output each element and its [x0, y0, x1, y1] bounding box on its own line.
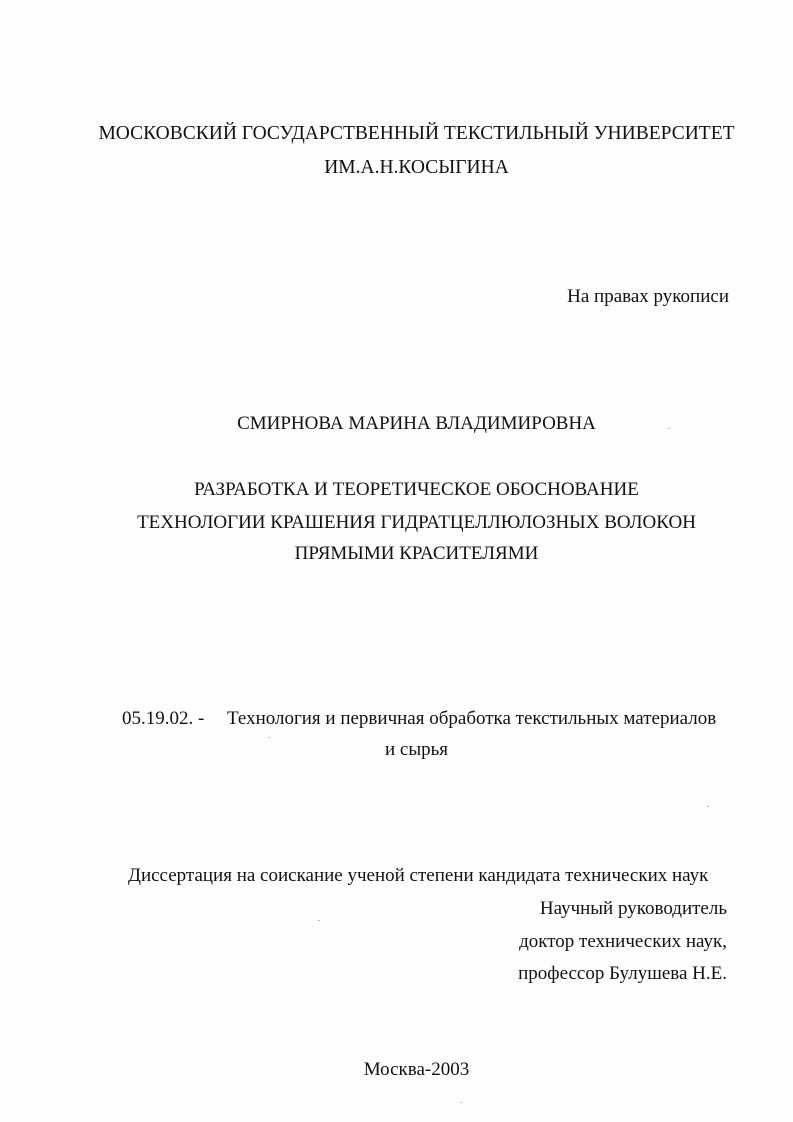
scan-speck	[668, 428, 670, 429]
specialty-name: Технология и первичная обработка текстильных материалов	[227, 708, 717, 729]
place-year: Москва-2003	[363, 1059, 470, 1080]
supervisor-degree: доктор технических наук,	[519, 931, 727, 952]
thesis-title-line2: ТЕХНОЛОГИИ КРАШЕНИЯ ГИДРАТЦЕЛЛЮЛОЗНЫХ ВОЛОКОН	[137, 512, 696, 533]
university-name: МОСКОВСКИЙ ГОСУДАРСТВЕННЫЙ ТЕКСТИЛЬНЫЙ УНИВЕРСИТЕТ	[98, 123, 735, 144]
manuscript-note: На правах рукописи	[567, 286, 729, 307]
scan-speck	[707, 806, 709, 807]
supervisor-name: профессор Булушева Н.Е.	[518, 963, 727, 984]
author-name: СМИРНОВА МАРИНА ВЛАДИМИРОВНА	[237, 413, 596, 434]
scan-speck	[460, 1102, 462, 1103]
university-name-line2: ИМ.А.Н.КОСЫГИНА	[324, 157, 509, 178]
scan-speck	[318, 920, 320, 921]
supervisor-label: Научный руководитель	[539, 898, 727, 919]
scan-speck	[268, 737, 270, 738]
specialty-code: 05.19.02. -	[122, 708, 205, 729]
thesis-title-line3: ПРЯМЫМИ КРАСИТЕЛЯМИ	[294, 543, 539, 564]
specialty-name-line2: и сырья	[385, 739, 449, 760]
dissertation-statement: Диссертация на соискание ученой степени кандидата технических наук	[128, 865, 709, 886]
thesis-title-line1: РАЗРАБОТКА И ТЕОРЕТИЧЕСКОЕ ОБОСНОВАНИЕ	[194, 479, 639, 500]
